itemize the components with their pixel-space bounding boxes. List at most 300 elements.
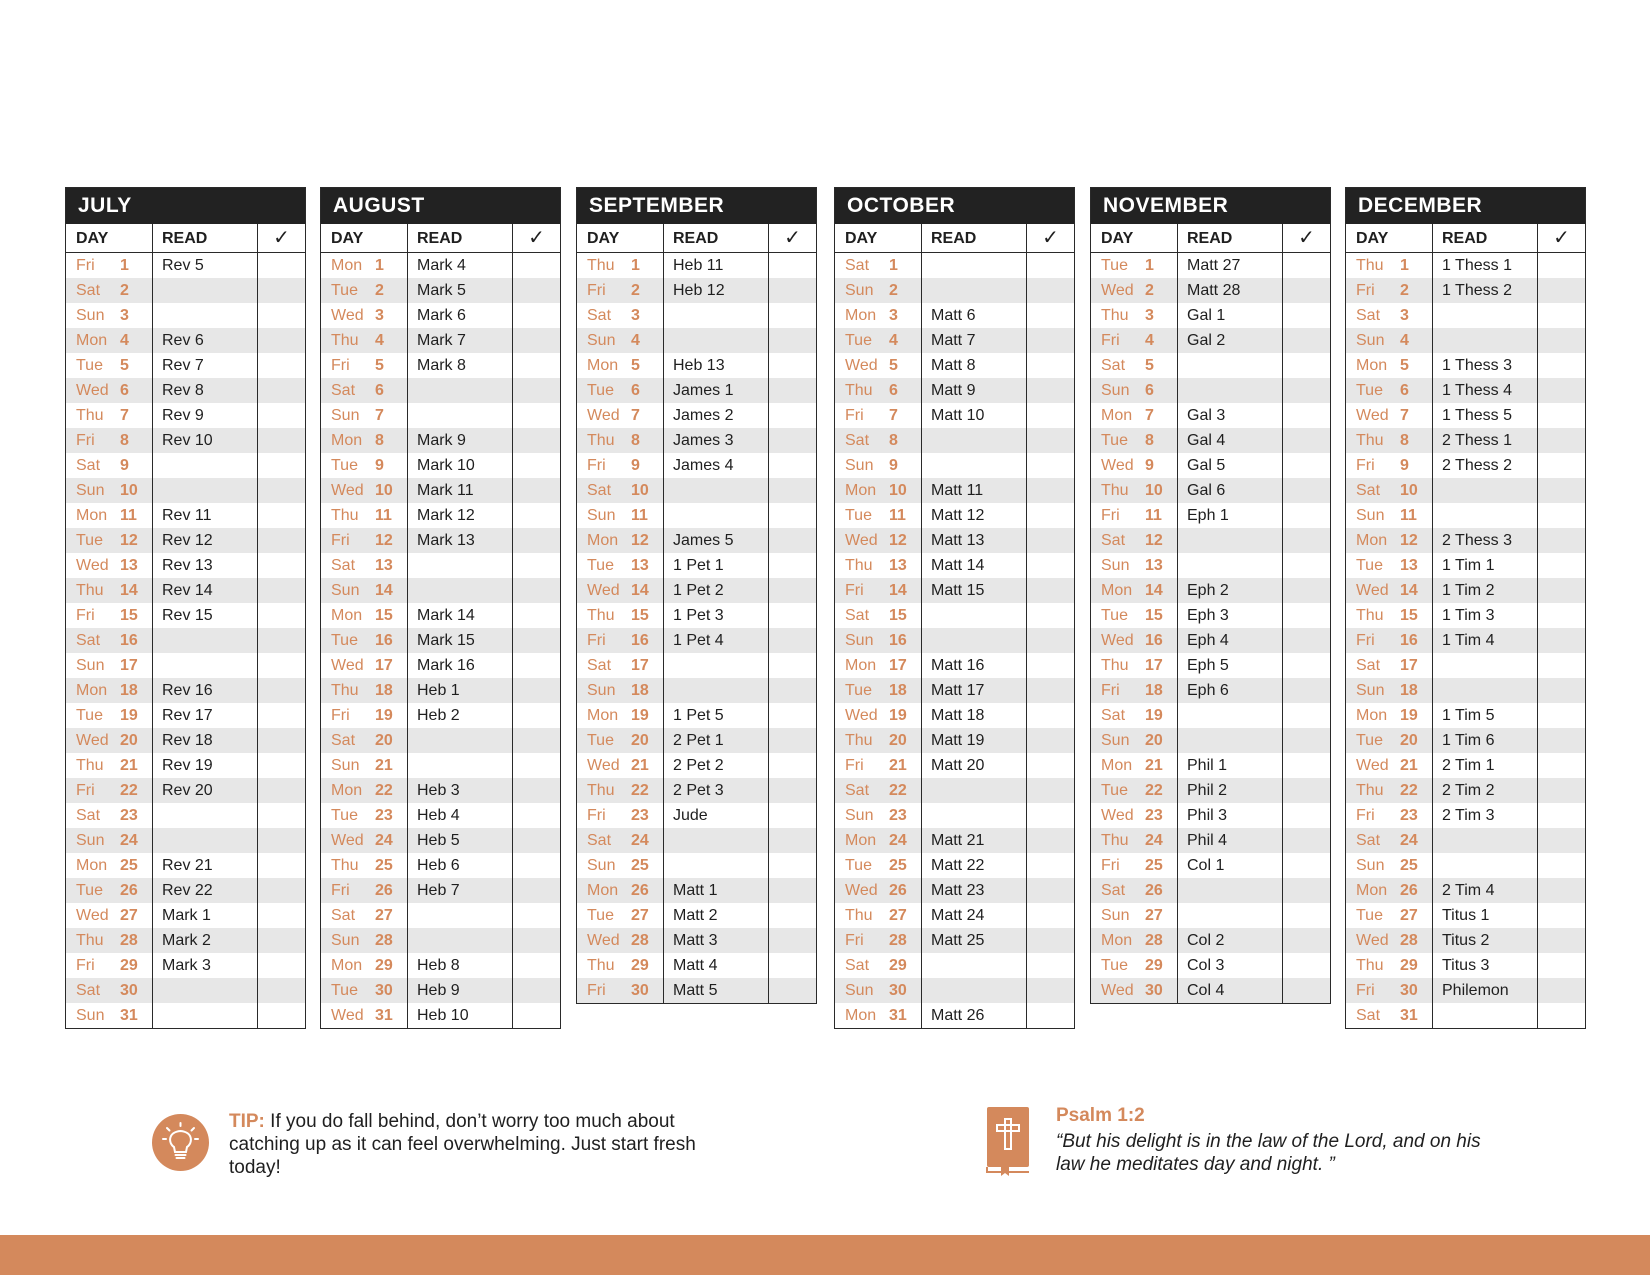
reading-cell: 1 Tim 5 [1433, 703, 1538, 728]
check-cell[interactable] [1538, 953, 1585, 978]
check-cell[interactable] [769, 503, 816, 528]
reading-cell: Eph 4 [1178, 628, 1283, 653]
weekday: Sat [1101, 532, 1126, 549]
day-number: 25 [1145, 857, 1163, 874]
check-cell[interactable] [769, 978, 816, 1003]
check-cell[interactable] [258, 303, 305, 328]
check-cell[interactable] [769, 928, 816, 953]
table-row [1091, 328, 1330, 353]
check-cell[interactable] [258, 878, 305, 903]
check-cell[interactable] [769, 528, 816, 553]
check-cell[interactable] [1283, 853, 1330, 878]
check-cell[interactable] [1027, 303, 1074, 328]
check-cell[interactable] [1027, 778, 1074, 803]
check-cell[interactable] [513, 603, 560, 628]
check-cell[interactable] [513, 628, 560, 653]
check-cell[interactable] [1027, 953, 1074, 978]
check-cell[interactable] [513, 453, 560, 478]
check-cell[interactable] [1027, 328, 1074, 353]
weekday: Tue [331, 282, 358, 299]
reading-cell: 2 Tim 1 [1433, 753, 1538, 778]
check-cell[interactable] [1283, 903, 1330, 928]
check-cell[interactable] [1283, 428, 1330, 453]
table-row [1346, 403, 1585, 428]
check-cell[interactable] [1027, 903, 1074, 928]
day-column-header: DAY [835, 224, 922, 252]
check-cell[interactable] [1538, 728, 1585, 753]
day-number: 18 [631, 682, 649, 699]
check-cell[interactable] [1538, 678, 1585, 703]
check-cell[interactable] [1538, 753, 1585, 778]
check-cell[interactable] [1027, 753, 1074, 778]
day-cell [66, 328, 153, 353]
check-cell[interactable] [1027, 878, 1074, 903]
check-cell[interactable] [1538, 853, 1585, 878]
check-cell[interactable] [1538, 403, 1585, 428]
check-cell[interactable] [513, 778, 560, 803]
table-row [835, 828, 1074, 853]
check-cell[interactable] [1538, 803, 1585, 828]
check-cell[interactable] [258, 478, 305, 503]
table-row [1091, 353, 1330, 378]
check-cell[interactable] [1027, 378, 1074, 403]
check-cell[interactable] [1538, 503, 1585, 528]
table-row [1091, 278, 1330, 303]
check-cell[interactable] [1538, 1003, 1585, 1028]
table-row [321, 878, 560, 903]
check-cell[interactable] [1283, 828, 1330, 853]
check-cell[interactable] [769, 853, 816, 878]
weekday: Tue [845, 682, 872, 699]
weekday: Thu [845, 382, 873, 399]
check-cell[interactable] [258, 253, 305, 278]
check-cell[interactable] [769, 428, 816, 453]
check-cell[interactable] [1538, 453, 1585, 478]
day-number: 12 [889, 532, 907, 549]
check-cell[interactable] [1027, 428, 1074, 453]
check-cell[interactable] [769, 353, 816, 378]
day-cell [321, 353, 408, 378]
check-cell[interactable] [258, 553, 305, 578]
weekday: Sat [587, 307, 612, 324]
check-cell[interactable] [513, 578, 560, 603]
day-number: 3 [631, 307, 640, 324]
table-row [835, 403, 1074, 428]
weekday: Wed [1356, 582, 1389, 599]
weekday: Mon [1101, 582, 1133, 599]
check-cell[interactable] [769, 778, 816, 803]
weekday: Sat [587, 657, 612, 674]
check-cell[interactable] [769, 253, 816, 278]
weekday: Wed [845, 357, 878, 374]
check-cell[interactable] [769, 378, 816, 403]
check-cell[interactable] [769, 578, 816, 603]
day-number: 5 [889, 357, 898, 374]
day-cell [66, 728, 153, 753]
check-cell[interactable] [258, 853, 305, 878]
check-cell[interactable] [769, 878, 816, 903]
weekday: Fri [331, 882, 350, 899]
check-cell[interactable] [1538, 278, 1585, 303]
table-row [577, 603, 816, 628]
day-number: 13 [375, 557, 393, 574]
check-cell[interactable] [1027, 353, 1074, 378]
reading-cell: Matt 2 [664, 903, 769, 928]
check-cell[interactable] [513, 528, 560, 553]
check-cell[interactable] [258, 928, 305, 953]
check-cell[interactable] [1283, 353, 1330, 378]
check-cell[interactable] [513, 903, 560, 928]
day-cell [577, 878, 664, 903]
reading-cell: Matt 10 [922, 403, 1027, 428]
check-cell[interactable] [1538, 478, 1585, 503]
day-cell [321, 828, 408, 853]
day-cell [66, 528, 153, 553]
check-cell[interactable] [258, 503, 305, 528]
table-row [66, 528, 305, 553]
table-row [66, 853, 305, 878]
day-cell [321, 1003, 408, 1028]
check-cell[interactable] [1027, 828, 1074, 853]
weekday: Thu [76, 932, 104, 949]
reading-cell [664, 303, 769, 328]
day-cell [66, 478, 153, 503]
check-cell[interactable] [258, 603, 305, 628]
check-cell[interactable] [1283, 928, 1330, 953]
table-row [1091, 528, 1330, 553]
check-cell[interactable] [1283, 403, 1330, 428]
check-cell[interactable] [1283, 378, 1330, 403]
reading-cell: 1 Tim 2 [1433, 578, 1538, 603]
check-cell[interactable] [513, 878, 560, 903]
table-row [321, 1003, 560, 1028]
check-cell[interactable] [513, 703, 560, 728]
day-number: 20 [889, 732, 907, 749]
check-cell[interactable] [258, 428, 305, 453]
check-cell[interactable] [769, 403, 816, 428]
day-number: 24 [1400, 832, 1418, 849]
check-cell[interactable] [258, 728, 305, 753]
check-cell[interactable] [1283, 878, 1330, 903]
check-cell[interactable] [513, 278, 560, 303]
check-cell[interactable] [513, 403, 560, 428]
check-cell[interactable] [513, 253, 560, 278]
check-cell[interactable] [769, 678, 816, 703]
check-cell[interactable] [258, 678, 305, 703]
check-cell[interactable] [258, 978, 305, 1003]
check-cell[interactable] [769, 478, 816, 503]
check-cell[interactable] [769, 728, 816, 753]
check-cell[interactable] [1538, 303, 1585, 328]
check-cell[interactable] [258, 653, 305, 678]
check-cell[interactable] [1027, 928, 1074, 953]
check-cell[interactable] [513, 953, 560, 978]
check-cell[interactable] [1538, 353, 1585, 378]
check-cell[interactable] [258, 703, 305, 728]
check-cell[interactable] [1027, 503, 1074, 528]
check-cell[interactable] [769, 553, 816, 578]
check-cell[interactable] [1538, 878, 1585, 903]
reading-cell: Eph 3 [1178, 603, 1283, 628]
check-cell[interactable] [1283, 478, 1330, 503]
check-cell[interactable] [1538, 328, 1585, 353]
check-cell[interactable] [1538, 653, 1585, 678]
check-cell[interactable] [1538, 553, 1585, 578]
check-cell[interactable] [513, 303, 560, 328]
check-cell[interactable] [1027, 403, 1074, 428]
check-cell[interactable] [1283, 278, 1330, 303]
table-row [1091, 503, 1330, 528]
day-cell [577, 603, 664, 628]
weekday: Wed [76, 557, 109, 574]
check-cell[interactable] [258, 828, 305, 853]
check-cell[interactable] [769, 803, 816, 828]
day-number: 6 [631, 382, 640, 399]
check-cell[interactable] [1283, 503, 1330, 528]
check-cell[interactable] [1027, 478, 1074, 503]
check-cell[interactable] [1283, 453, 1330, 478]
table-row [1091, 628, 1330, 653]
check-cell[interactable] [769, 628, 816, 653]
check-cell[interactable] [258, 753, 305, 778]
month-title: DECEMBER [1346, 188, 1585, 224]
check-cell[interactable] [1283, 528, 1330, 553]
check-cell[interactable] [258, 803, 305, 828]
check-cell[interactable] [513, 1003, 560, 1028]
weekday: Thu [1101, 832, 1129, 849]
check-cell[interactable] [1283, 578, 1330, 603]
check-cell[interactable] [1538, 903, 1585, 928]
check-cell[interactable] [258, 628, 305, 653]
check-cell[interactable] [1027, 528, 1074, 553]
day-number: 10 [1145, 482, 1163, 499]
check-cell[interactable] [258, 903, 305, 928]
check-cell[interactable] [1283, 678, 1330, 703]
day-cell [1091, 853, 1178, 878]
check-cell[interactable] [1538, 428, 1585, 453]
day-number: 31 [375, 1007, 393, 1024]
check-cell[interactable] [513, 803, 560, 828]
check-cell[interactable] [1538, 978, 1585, 1003]
check-cell[interactable] [258, 403, 305, 428]
check-cell[interactable] [769, 278, 816, 303]
table-header [66, 224, 305, 253]
day-cell [321, 928, 408, 953]
weekday: Tue [1101, 607, 1128, 624]
check-cell[interactable] [1538, 378, 1585, 403]
check-cell[interactable] [513, 978, 560, 1003]
table-header [321, 224, 560, 253]
check-cell[interactable] [513, 353, 560, 378]
check-cell[interactable] [258, 328, 305, 353]
reading-cell: Mark 11 [408, 478, 513, 503]
check-cell[interactable] [1538, 778, 1585, 803]
check-cell[interactable] [513, 328, 560, 353]
check-cell[interactable] [513, 553, 560, 578]
check-cell[interactable] [1027, 1003, 1074, 1028]
reading-cell [153, 278, 258, 303]
reading-cell: Mark 16 [408, 653, 513, 678]
day-cell [1346, 453, 1433, 478]
check-cell[interactable] [513, 928, 560, 953]
check-cell[interactable] [258, 278, 305, 303]
check-cell[interactable] [1027, 653, 1074, 678]
table-row [1346, 653, 1585, 678]
day-cell [66, 453, 153, 478]
check-cell[interactable] [1538, 828, 1585, 853]
check-cell[interactable] [1027, 603, 1074, 628]
weekday: Sat [845, 432, 870, 449]
check-cell[interactable] [258, 1003, 305, 1028]
weekday: Mon [845, 832, 877, 849]
table-row [577, 253, 816, 278]
check-cell[interactable] [1283, 803, 1330, 828]
day-cell [1346, 628, 1433, 653]
day-number: 30 [631, 982, 649, 999]
check-cell[interactable] [1027, 453, 1074, 478]
check-cell[interactable] [1283, 653, 1330, 678]
check-cell[interactable] [513, 728, 560, 753]
day-number: 29 [889, 957, 907, 974]
check-cell[interactable] [1538, 628, 1585, 653]
day-number: 12 [1400, 532, 1418, 549]
day-number: 31 [889, 1007, 907, 1024]
weekday: Mon [1101, 932, 1133, 949]
check-cell[interactable] [769, 703, 816, 728]
check-cell[interactable] [769, 953, 816, 978]
day-number: 18 [889, 682, 907, 699]
check-cell[interactable] [1538, 703, 1585, 728]
reading-cell: 1 Thess 4 [1433, 378, 1538, 403]
check-cell[interactable] [513, 478, 560, 503]
check-cell[interactable] [1283, 303, 1330, 328]
check-cell[interactable] [258, 453, 305, 478]
reading-cell [408, 928, 513, 953]
day-number: 8 [120, 432, 129, 449]
reading-cell [408, 728, 513, 753]
check-cell[interactable] [1283, 753, 1330, 778]
reading-cell: Heb 6 [408, 853, 513, 878]
check-cell[interactable] [513, 428, 560, 453]
check-cell[interactable] [1027, 553, 1074, 578]
weekday: Sun [76, 1007, 105, 1024]
day-number: 14 [1145, 582, 1163, 599]
check-cell[interactable] [769, 603, 816, 628]
weekday: Thu [845, 557, 873, 574]
day-number: 2 [1145, 282, 1154, 299]
day-cell [577, 303, 664, 328]
check-cell[interactable] [513, 828, 560, 853]
day-number: 21 [1145, 757, 1163, 774]
check-cell[interactable] [1538, 528, 1585, 553]
check-cell[interactable] [513, 503, 560, 528]
check-cell[interactable] [1283, 978, 1330, 1003]
check-cell[interactable] [1027, 703, 1074, 728]
reading-cell: Rev 9 [153, 403, 258, 428]
check-cell[interactable] [258, 578, 305, 603]
reading-cell [1433, 678, 1538, 703]
check-cell[interactable] [1027, 803, 1074, 828]
check-cell[interactable] [1027, 628, 1074, 653]
check-cell[interactable] [1027, 678, 1074, 703]
weekday: Mon [845, 482, 877, 499]
check-cell[interactable] [769, 328, 816, 353]
table-row [577, 278, 816, 303]
check-cell[interactable] [1027, 253, 1074, 278]
check-cell[interactable] [769, 753, 816, 778]
table-row [321, 528, 560, 553]
check-cell[interactable] [513, 853, 560, 878]
day-cell [1091, 978, 1178, 1003]
day-number: 29 [120, 957, 138, 974]
check-cell[interactable] [1027, 978, 1074, 1003]
check-cell[interactable] [1027, 578, 1074, 603]
check-cell[interactable] [769, 303, 816, 328]
month-september [576, 187, 817, 1004]
check-cell[interactable] [769, 653, 816, 678]
check-cell[interactable] [513, 378, 560, 403]
check-cell[interactable] [1538, 928, 1585, 953]
check-cell[interactable] [258, 353, 305, 378]
check-cell[interactable] [258, 953, 305, 978]
check-cell[interactable] [513, 653, 560, 678]
check-cell[interactable] [1538, 603, 1585, 628]
day-cell [1346, 278, 1433, 303]
weekday: Thu [1101, 307, 1129, 324]
check-cell[interactable] [513, 753, 560, 778]
table-row [66, 578, 305, 603]
check-cell[interactable] [1538, 253, 1585, 278]
table-row [577, 378, 816, 403]
check-cell[interactable] [1283, 703, 1330, 728]
check-cell[interactable] [1027, 278, 1074, 303]
reading-cell [1433, 828, 1538, 853]
check-cell[interactable] [1538, 578, 1585, 603]
table-row [321, 328, 560, 353]
check-cell[interactable] [1283, 603, 1330, 628]
table-body [1346, 253, 1585, 1028]
check-cell[interactable] [1027, 728, 1074, 753]
check-cell[interactable] [258, 378, 305, 403]
weekday: Tue [587, 907, 614, 924]
check-cell[interactable] [258, 528, 305, 553]
table-row [577, 753, 816, 778]
day-number: 2 [889, 282, 898, 299]
check-cell[interactable] [1283, 553, 1330, 578]
check-cell[interactable] [769, 453, 816, 478]
check-cell[interactable] [1283, 628, 1330, 653]
check-cell[interactable] [1027, 853, 1074, 878]
check-cell[interactable] [1283, 328, 1330, 353]
check-cell[interactable] [769, 828, 816, 853]
weekday: Wed [331, 307, 364, 324]
check-cell[interactable] [258, 778, 305, 803]
check-cell[interactable] [1283, 953, 1330, 978]
reading-cell: Mark 6 [408, 303, 513, 328]
check-cell[interactable] [513, 678, 560, 703]
check-cell[interactable] [1283, 728, 1330, 753]
check-cell[interactable] [769, 903, 816, 928]
reading-cell: Col 1 [1178, 853, 1283, 878]
day-cell [835, 603, 922, 628]
check-cell[interactable] [1283, 778, 1330, 803]
reading-cell [1433, 653, 1538, 678]
tip-body: If you do fall behind, don’t worry too much about catching up as it can feel overwhelming. Just start fresh today! [229, 1111, 696, 1178]
check-cell[interactable] [1283, 253, 1330, 278]
day-cell [1091, 553, 1178, 578]
reading-cell: 1 Pet 2 [664, 578, 769, 603]
weekday: Wed [1101, 632, 1134, 649]
